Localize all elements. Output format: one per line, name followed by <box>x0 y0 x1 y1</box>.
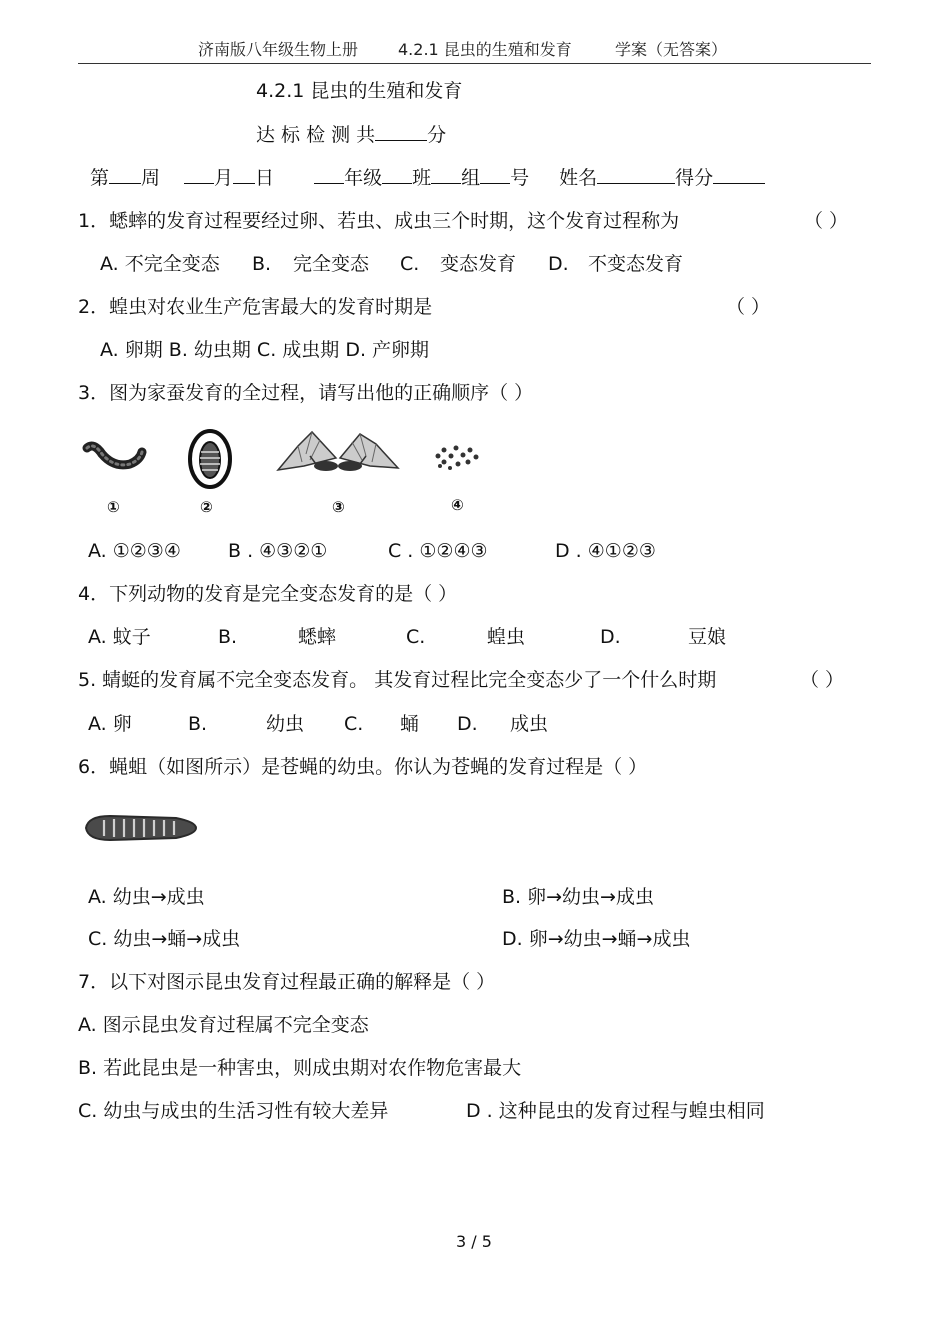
q7-option: D . 这种昆虫的发育过程与蝗虫相同 <box>466 1100 765 1122</box>
q3-option: D . ④①②③ <box>555 540 656 562</box>
info-zhou: 周 <box>141 167 161 189</box>
month-blank <box>184 168 214 184</box>
q5-option: B. <box>188 713 208 735</box>
q7-option: A. 图示昆虫发育过程属不完全变态 <box>78 1014 369 1036</box>
test-label: 达 标 检 测 共 <box>256 124 376 146</box>
info-di: 第 <box>90 167 110 189</box>
score-total-blank <box>375 125 427 141</box>
score-blank <box>713 168 765 184</box>
q6-option: A. 幼虫→成虫 <box>88 886 205 908</box>
info-hao: 号 <box>510 167 530 189</box>
q4-option: B. <box>218 626 238 648</box>
header-lesson: 4.2.1 昆虫的生殖和发育 <box>398 40 572 59</box>
day-blank <box>233 168 255 184</box>
q4-stem: 4．下列动物的发育是完全变态发育的是（ ） <box>78 583 458 605</box>
info-line <box>90 168 765 188</box>
q4-option: A. 蚊子 <box>88 626 151 648</box>
info-zu: 组 <box>461 167 481 189</box>
name-blank <box>597 168 675 184</box>
q4-option: C. <box>406 626 426 648</box>
q1-stem: 1．蟋蟀的发育过程要经过卵、若虫、成虫三个时期，这个发育过程称为 <box>78 210 680 232</box>
week-blank <box>109 168 141 184</box>
q4-option: D. <box>600 626 621 648</box>
q5-option: C. <box>344 713 364 735</box>
q5-option: 蛹 <box>400 713 420 735</box>
q2-stem: 2．蝗虫对农业生产危害最大的发育时期是 <box>78 296 433 318</box>
q5-option: D. <box>457 713 478 735</box>
test-unit: 分 <box>427 124 447 146</box>
q3-option: B . ④③②① <box>228 540 328 562</box>
grade-blank <box>314 168 344 184</box>
header-doc-type: 学案（无答案） <box>615 40 728 59</box>
info-xingming: 姓名 <box>559 167 598 189</box>
class-blank <box>382 168 412 184</box>
group-blank <box>431 168 461 184</box>
maggot-drawing <box>80 808 200 848</box>
q2-paren: （ ） <box>726 296 771 318</box>
info-yue: 月 <box>214 167 234 189</box>
q6-stem: 6．蝇蛆（如图所示）是苍蝇的幼虫。你认为苍蝇的发育过程是（ ） <box>78 756 648 778</box>
figure-label-4: ④ <box>451 496 464 514</box>
q5-option: A. 卵 <box>88 713 132 735</box>
q5-paren: （ ） <box>800 669 845 691</box>
q1-option: D. <box>548 253 569 275</box>
info-ban: 班 <box>412 167 432 189</box>
q1-option: B. <box>252 253 272 275</box>
info-ri: 日 <box>255 167 275 189</box>
q4-option: 豆娘 <box>688 626 727 648</box>
q3-option: C . ①②④③ <box>388 540 488 562</box>
silkworm-pupa-drawing <box>187 428 233 490</box>
q7-stem: 7．以下对图示昆虫发育过程最正确的解释是（ ） <box>78 971 496 993</box>
figure-label-3: ③ <box>332 498 345 516</box>
q3-option: A. ①②③④ <box>88 540 181 562</box>
q7-option: B. 若此昆虫是一种害虫，则成虫期对农作物危害最大 <box>78 1057 522 1079</box>
q7-option: C. 幼虫与成虫的生活习性有较大差异 <box>78 1100 389 1122</box>
q1-option: A. 不完全变态 <box>100 253 220 275</box>
q1-option: 变态发育 <box>440 253 517 275</box>
info-nianji: 年级 <box>344 167 383 189</box>
silkworm-larva-drawing <box>84 438 146 474</box>
q3-stem: 3．图为家蚕发育的全过程，请写出他的正确顺序（ ） <box>78 382 534 404</box>
q2-options: A. 卵期 B. 幼虫期 C. 成虫期 D. 产卵期 <box>100 339 430 361</box>
q6-option: D. 卵→幼虫→蛹→成虫 <box>502 928 691 950</box>
figure-label-2: ② <box>200 498 213 516</box>
page-title: 4.2.1 昆虫的生殖和发育 <box>256 80 463 102</box>
header-book: 济南版八年级生物上册 <box>198 40 359 59</box>
q4-option: 蟋蟀 <box>298 626 337 648</box>
q5-option: 幼虫 <box>266 713 305 735</box>
silkworm-moth-drawing <box>276 426 400 482</box>
q1-paren: （ ） <box>804 210 849 232</box>
info-defen: 得分 <box>675 167 714 189</box>
q6-option: B. 卵→幼虫→成虫 <box>502 886 654 908</box>
figure-label-1: ① <box>107 498 120 516</box>
q5-stem: 5. 蜻蜓的发育属不完全变态发育。 其发育过程比完全变态少了一个什么时期 <box>78 669 717 691</box>
q4-option: 蝗虫 <box>487 626 526 648</box>
silkworm-eggs-drawing <box>432 442 482 472</box>
q1-option: 完全变态 <box>293 253 370 275</box>
number-blank <box>480 168 510 184</box>
page-number: 3 / 5 <box>456 1232 492 1251</box>
q1-option: 不变态发育 <box>588 253 684 275</box>
header-rule <box>78 63 871 64</box>
q1-option: C. <box>400 253 420 275</box>
test-line <box>256 125 446 145</box>
q5-option: 成虫 <box>510 713 549 735</box>
q6-option: C. 幼虫→蛹→成虫 <box>88 928 241 950</box>
